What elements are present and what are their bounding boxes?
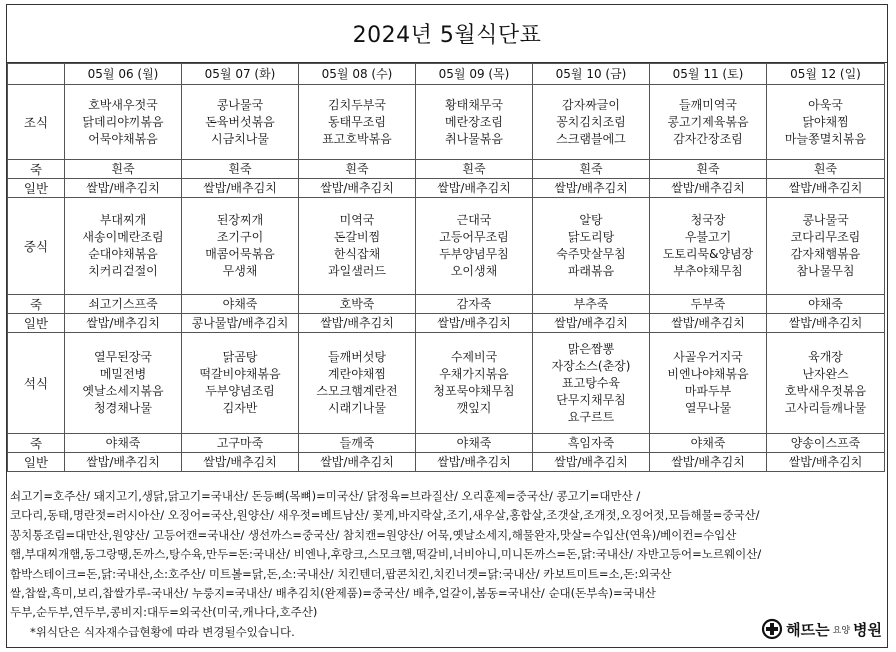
lunch-row	[8, 198, 885, 295]
dish-item: 떡갈비야채볶음	[199, 367, 281, 381]
breakfast-cell	[650, 85, 767, 160]
porridge-cell: 야채죽	[182, 295, 299, 314]
origin-note-line: 쇠고기=호주산/ 돼지고기,생닭,닭고기=국내산/ 돈등뼈(목뼈)=미국산/ 닭정육=브라질산/ 오리훈제=중국산/ 콩고기=대만산 /	[10, 489, 641, 503]
porridge-cell: 흑임자죽	[533, 434, 650, 453]
dish-item: 닭데리야끼볶음	[82, 114, 164, 129]
dish-item: 옛날소세지볶음	[82, 384, 164, 398]
dish-item: 된장찌개	[216, 213, 264, 227]
breakfast-cell	[416, 85, 533, 160]
dish-item: 메밀전병	[99, 367, 147, 381]
regular-cell: 쌀밥/배추김치	[182, 453, 299, 472]
dish-item: 콩고기제육볶음	[667, 114, 749, 129]
logo-text-small: 요양	[832, 625, 851, 636]
regular-label: 일반	[8, 314, 65, 333]
dish-item: 아욱국	[808, 97, 843, 112]
dish-item: 치커리겉절이	[88, 264, 158, 278]
date-header: 05월 07 (화)	[182, 64, 299, 85]
dish-item: 청경채나물	[94, 401, 152, 415]
dish-item: 두부양념무침	[439, 247, 509, 261]
dish-item: 수제비국	[450, 350, 498, 364]
regular-cell: 쌀밥/배추김치	[416, 453, 533, 472]
regular-cell: 쌀밥/배추김치	[416, 179, 533, 198]
origin-note-line: 함박스테이크=돈,닭:국내산,소:호주산/ 미트볼=닭,돈,소:국내산/ 치킨텐더,팝콘치킨,치킨너겟=닭:국내산/ 카보트미트=소,돈:외국산	[10, 566, 672, 581]
dish-item: 도토리묵&양념장	[662, 247, 754, 261]
regular-cell: 쌀밥/배추김치	[767, 314, 885, 333]
dish-item: 우채가지볶음	[439, 367, 509, 381]
regular-cell: 쌀밥/배추김치	[65, 314, 182, 333]
porridge-cell: 흰죽	[416, 160, 533, 179]
regular-label: 일반	[8, 179, 65, 198]
lunch-porridge-row	[8, 295, 885, 314]
dish-item: 육개장	[808, 350, 843, 364]
regular-cell: 쌀밥/배추김치	[650, 453, 767, 472]
dish-item: 감자채햄볶음	[790, 247, 861, 261]
origin-note-line: 두부,순두부,연두부,콩비지:대두=외국산(미국,캐나다,호주산)	[10, 605, 318, 620]
porridge-label: 죽	[8, 295, 65, 314]
dish-item: 깻잎지	[456, 401, 492, 415]
dinner-cell	[299, 333, 416, 434]
breakfast-cell	[65, 85, 182, 160]
regular-cell: 쌀밥/배추김치	[533, 179, 650, 198]
dish-item: 동태무조림	[328, 114, 386, 129]
date-header: 05월 10 (금)	[533, 64, 650, 85]
dish-item: 김치두부국	[328, 97, 386, 112]
origin-note-line: 쌀,찹쌀,흑미,보리,찹쌀가루-국내산/ 누룽지=국내산/ 배추김치(완제품)=중국산/ 배추,얼갈이,봄동=국내산/ 순대(돈부속)=국내산	[10, 586, 656, 601]
dish-item: 부추야채무침	[673, 264, 743, 278]
dish-item: 열무된장국	[94, 350, 152, 364]
dish-item: 우불고기	[684, 230, 732, 244]
dinner-cell	[416, 333, 533, 434]
dish-item: 무생채	[222, 264, 258, 278]
dish-item: 조기구이	[216, 230, 264, 244]
breakfast-cell	[767, 85, 885, 160]
dish-item: 호박새우젓볶음	[784, 384, 867, 398]
hospital-cross-icon	[761, 618, 783, 640]
dish-item: 고등어무조림	[439, 230, 509, 244]
lunch-cell	[182, 198, 299, 295]
porridge-cell: 양송이스프죽	[767, 434, 885, 453]
lunch-cell	[767, 198, 885, 295]
dish-item: 마파두부	[684, 384, 732, 398]
origin-notes	[10, 487, 884, 642]
lunch-label: 중식	[8, 198, 65, 295]
dish-item: 스크램블에그	[556, 131, 626, 146]
dish-item: 맑은짬뽕	[567, 341, 615, 356]
dish-item: 스모크햄계란전	[316, 384, 398, 398]
dish-item: 비엔나야채볶음	[667, 367, 749, 381]
date-header: 05월 06 (월)	[65, 64, 182, 85]
dish-item: 오이생채	[450, 264, 498, 278]
origin-note-line: 햄,부대찌개햄,동그랑땡,돈까스,탕수육,만두=돈:국내산/ 비엔나,후랑크,스모크햄,떡갈비,너비아니,미니돈까스=돈,닭:국내산/ 자반고등어=노르웨이산/	[10, 547, 762, 562]
porridge-cell: 부추죽	[533, 295, 650, 314]
regular-cell: 쌀밥/배추김치	[416, 314, 533, 333]
regular-cell: 쌀밥/배추김치	[533, 453, 650, 472]
date-header: 05월 11 (토)	[650, 64, 767, 85]
dish-item: 시금치나물	[211, 131, 269, 146]
dish-item: 닭곰탕	[222, 350, 258, 364]
dish-item: 표고호박볶음	[322, 131, 392, 146]
regular-cell: 쌀밥/배추김치	[767, 453, 885, 472]
regular-cell: 쌀밥/배추김치	[650, 179, 767, 198]
dish-item: 김자반	[222, 401, 258, 415]
dish-item: 들깨버섯탕	[328, 350, 386, 364]
dish-item: 닭도리탕	[567, 230, 615, 244]
breakfast-row	[8, 85, 885, 160]
dinner-cell	[65, 333, 182, 434]
dinner-regular-row	[8, 453, 885, 472]
menu-change-notice: *위식단은 식자재수급현황에 따라 변경될수있습니다.	[30, 624, 295, 639]
porridge-cell: 호박죽	[299, 295, 416, 314]
porridge-cell: 흰죽	[182, 160, 299, 179]
dish-item: 콩나물국	[802, 213, 849, 227]
dish-item: 파래볶음	[567, 264, 615, 278]
logo-text-end: 병원	[853, 620, 882, 639]
dish-item: 매콤어묵볶음	[205, 247, 275, 261]
dish-item: 코다리무조림	[790, 230, 861, 244]
regular-label: 일반	[8, 453, 65, 472]
porridge-cell: 흰죽	[533, 160, 650, 179]
lunch-cell	[416, 198, 533, 295]
dish-item: 돈육버섯볶음	[205, 114, 275, 129]
dish-item: 계란야채찜	[328, 367, 386, 381]
date-header: 05월 08 (수)	[299, 64, 416, 85]
page-title: 2024년 5월식단표	[7, 5, 887, 63]
dish-item: 닭야채찜	[802, 114, 849, 129]
porridge-cell: 야채죽	[416, 434, 533, 453]
dish-item: 순대야채볶음	[88, 247, 158, 261]
dish-item: 취나물볶음	[445, 131, 503, 146]
porridge-label: 죽	[8, 434, 65, 453]
date-header: 05월 09 (목)	[416, 64, 533, 85]
dish-item: 과일샐러드	[328, 264, 386, 278]
regular-cell: 쌀밥/배추김치	[299, 179, 416, 198]
dinner-cell	[182, 333, 299, 434]
dish-item: 근대국	[456, 213, 492, 227]
porridge-label: 죽	[8, 160, 65, 179]
breakfast-regular-row	[8, 179, 885, 198]
breakfast-cell	[182, 85, 299, 160]
porridge-cell: 흰죽	[299, 160, 416, 179]
regular-cell: 쌀밥/배추김치	[299, 314, 416, 333]
dish-item: 감자간장조림	[673, 131, 743, 146]
dish-item: 요구르트	[567, 409, 615, 424]
porridge-cell: 고구마죽	[182, 434, 299, 453]
dinner-cell	[650, 333, 767, 434]
dish-item: 돈갈비찜	[333, 230, 381, 244]
porridge-cell: 들깨죽	[299, 434, 416, 453]
dish-item: 사골우거지국	[673, 350, 743, 364]
dinner-cell	[533, 333, 650, 434]
dish-item: 감자짜글이	[562, 97, 620, 112]
breakfast-porridge-row	[8, 160, 885, 179]
dish-item: 숙주맛살무침	[556, 247, 626, 261]
corner-cell	[8, 64, 65, 85]
dish-item: 새송이메란조림	[82, 230, 164, 244]
dinner-row	[8, 333, 885, 434]
dish-item: 표고탕수육	[562, 375, 620, 390]
regular-cell: 쌀밥/배추김치	[533, 314, 650, 333]
regular-cell: 쌀밥/배추김치	[65, 179, 182, 198]
logo-text-main: 해뜨는	[786, 620, 830, 639]
dish-item: 어묵야채볶음	[88, 131, 158, 146]
lunch-cell	[299, 198, 416, 295]
meal-table	[7, 63, 885, 472]
dinner-porridge-row	[8, 434, 885, 453]
porridge-cell: 감자죽	[416, 295, 533, 314]
dish-item: 미역국	[339, 213, 375, 227]
dish-item: 알탕	[579, 213, 603, 227]
porridge-cell: 두부죽	[650, 295, 767, 314]
dish-item: 호박새우젓국	[88, 97, 158, 112]
lunch-cell	[533, 198, 650, 295]
porridge-cell: 흰죽	[650, 160, 767, 179]
dish-item: 한식잡채	[333, 247, 381, 261]
dish-item: 청포묵야채무침	[433, 384, 515, 398]
lunch-cell	[65, 198, 182, 295]
dish-item: 부대찌개	[99, 213, 147, 227]
regular-cell: 쌀밥/배추김치	[182, 179, 299, 198]
date-header-row	[8, 64, 885, 85]
dish-item: 메란장조림	[445, 114, 503, 129]
breakfast-cell	[299, 85, 416, 160]
dish-item: 난자완스	[802, 367, 849, 381]
hospital-logo	[755, 618, 882, 640]
origin-note-line: 코다리,동태,명란젓=러시아산/ 오징어=국산,원양산/ 새우젓=베트남산/ 꽃게,바지락살,조기,새우살,홍합살,조갯살,조개젓,오징어젓,모듬해물=중국산/	[10, 508, 760, 523]
dish-item: 자장소스(춘장)	[551, 358, 631, 373]
porridge-cell: 야채죽	[767, 295, 885, 314]
dish-item: 콩나물국	[216, 97, 264, 112]
lunch-regular-row	[8, 314, 885, 333]
dish-item: 청국장	[690, 213, 726, 227]
breakfast-label: 조식	[8, 85, 65, 160]
dish-item: 들깨미역국	[679, 97, 737, 112]
dish-item: 꽁치김치조림	[556, 114, 626, 129]
porridge-cell: 야채죽	[65, 434, 182, 453]
origin-note-line: 꽁치통조림=대만산,원양산/ 고등어캔=국내산/ 생선까스=중국산/ 참치캔=원양산/ 어묵,옛날소세지,해물완자,맛살=수입산(연육)/베이컨=수입산	[10, 527, 737, 542]
porridge-cell: 쇠고기스프죽	[65, 295, 182, 314]
dish-item: 시래기나물	[328, 401, 386, 415]
dish-item: 마늘쫑멸치볶음	[784, 131, 867, 146]
dish-item: 열무나물	[684, 401, 732, 415]
dinner-label: 석식	[8, 333, 65, 434]
dinner-cell	[767, 333, 885, 434]
dish-item: 황태채무국	[445, 97, 503, 112]
dish-item: 단무지채무침	[556, 392, 626, 407]
dish-item: 두부양념조림	[205, 384, 275, 398]
regular-cell: 쌀밥/배추김치	[767, 179, 885, 198]
porridge-cell: 흰죽	[65, 160, 182, 179]
dish-item: 고사리들깨나물	[784, 401, 867, 415]
date-header: 05월 12 (일)	[767, 64, 885, 85]
regular-cell: 콩나물밥/배추김치	[182, 314, 299, 333]
porridge-cell: 야채죽	[650, 434, 767, 453]
regular-cell: 쌀밥/배추김치	[65, 453, 182, 472]
porridge-cell: 흰죽	[767, 160, 885, 179]
regular-cell: 쌀밥/배추김치	[650, 314, 767, 333]
lunch-cell	[650, 198, 767, 295]
dish-item: 참나물무침	[796, 264, 855, 278]
regular-cell: 쌀밥/배추김치	[299, 453, 416, 472]
breakfast-cell	[533, 85, 650, 160]
